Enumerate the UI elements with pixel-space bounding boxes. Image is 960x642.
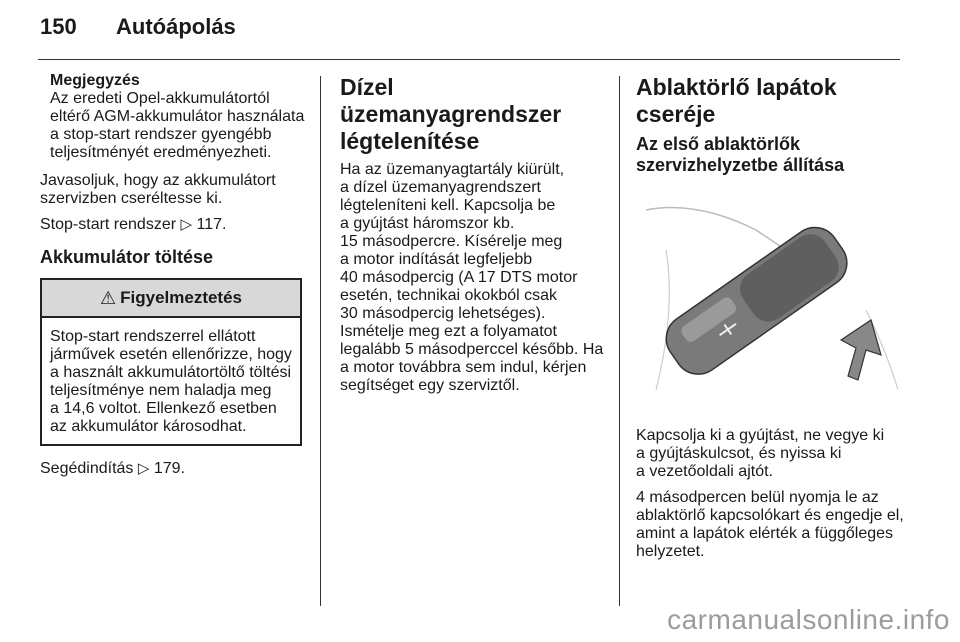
note-line: teljesítményét eredményezheti. — [50, 144, 272, 161]
watermark: carmanualsonline.info — [667, 604, 950, 635]
reference-arrow-icon: ▷ — [137, 460, 150, 477]
left-column — [40, 72, 310, 486]
paragraph: Javasoljuk, hogy az akkumulátort szervizben cseréltesse ki. — [40, 172, 276, 207]
warning-header — [42, 280, 300, 318]
column-divider-2 — [619, 76, 620, 606]
wiper-stalk-illustration — [636, 190, 898, 404]
subsection-heading: Az első ablaktörlők szervizhelyzetbe állítása — [636, 134, 845, 175]
subsection-heading: Akkumulátor töltése — [40, 247, 214, 267]
page-number: 150 — [40, 14, 77, 39]
column-divider-1 — [320, 76, 321, 606]
paragraph: Ha az üzemanyagtartály kiürült, a dízel üzemanyagrendszert légteleníteni kell. Kapcsolja be a gyújtást háromszor kb. 15 másodpercre. Kísérelje meg a motor indítását legfeljebb 40 másodpercig (A 17 DTS motor esetén, technikai okokból csak 30 másodpercig lehetséges). Ismételje meg ezt a folyamatot legalább 5 másodperccel később. Ha a motor továbbra sem indul, kérjen segítséget egy szerviztől. — [340, 161, 604, 394]
warning-box — [40, 278, 302, 446]
middle-column — [340, 74, 612, 395]
note-block — [50, 72, 310, 162]
reference-arrow-icon: ▷ — [180, 216, 193, 233]
note-line: a stop-start rendszer gyengébb — [50, 126, 272, 143]
section-heading: Ablaktörlő lapátok cseréje — [636, 74, 837, 127]
section-title: Autóápolás — [116, 14, 236, 39]
page-header — [40, 14, 236, 40]
right-column — [636, 74, 904, 569]
note-label: Megjegyzés — [50, 72, 140, 89]
cross-reference[interactable]: Stop-start rendszer ▷ 117. — [40, 216, 227, 233]
paragraph: Kapcsolja ki a gyújtást, ne vegye ki a gyújtáskulcsot, és nyissa ki a vezetőoldali ajtót. — [636, 427, 885, 480]
note-line: Az eredeti Opel-akkumulátortól — [50, 90, 270, 107]
warning-body: Stop-start rendszerrel ellátott járművek esetén ellenőrizze, hogy a használt akkumulátortöltő töltési teljesítménye nem haladja meg a 14,6 voltot. Ellenkező esetben az akkumulátor károsodhat. — [50, 328, 292, 435]
note-line: eltérő AGM-akkumulátor használata — [50, 108, 305, 125]
section-heading: Dízel üzemanyagrendszer légtelenítése — [340, 74, 562, 154]
paragraph: 4 másodpercen belül nyomja le az ablaktörlő kapcsolókart és engedje el, amint a lapátok elérték a függőleges helyzetet. — [636, 489, 904, 560]
cross-reference[interactable]: Segédindítás ▷ 179. — [40, 460, 185, 477]
warning-title: Figyelmeztetés — [120, 288, 243, 307]
header-rule — [38, 59, 900, 60]
warning-triangle-icon: ⚠ — [99, 288, 117, 308]
